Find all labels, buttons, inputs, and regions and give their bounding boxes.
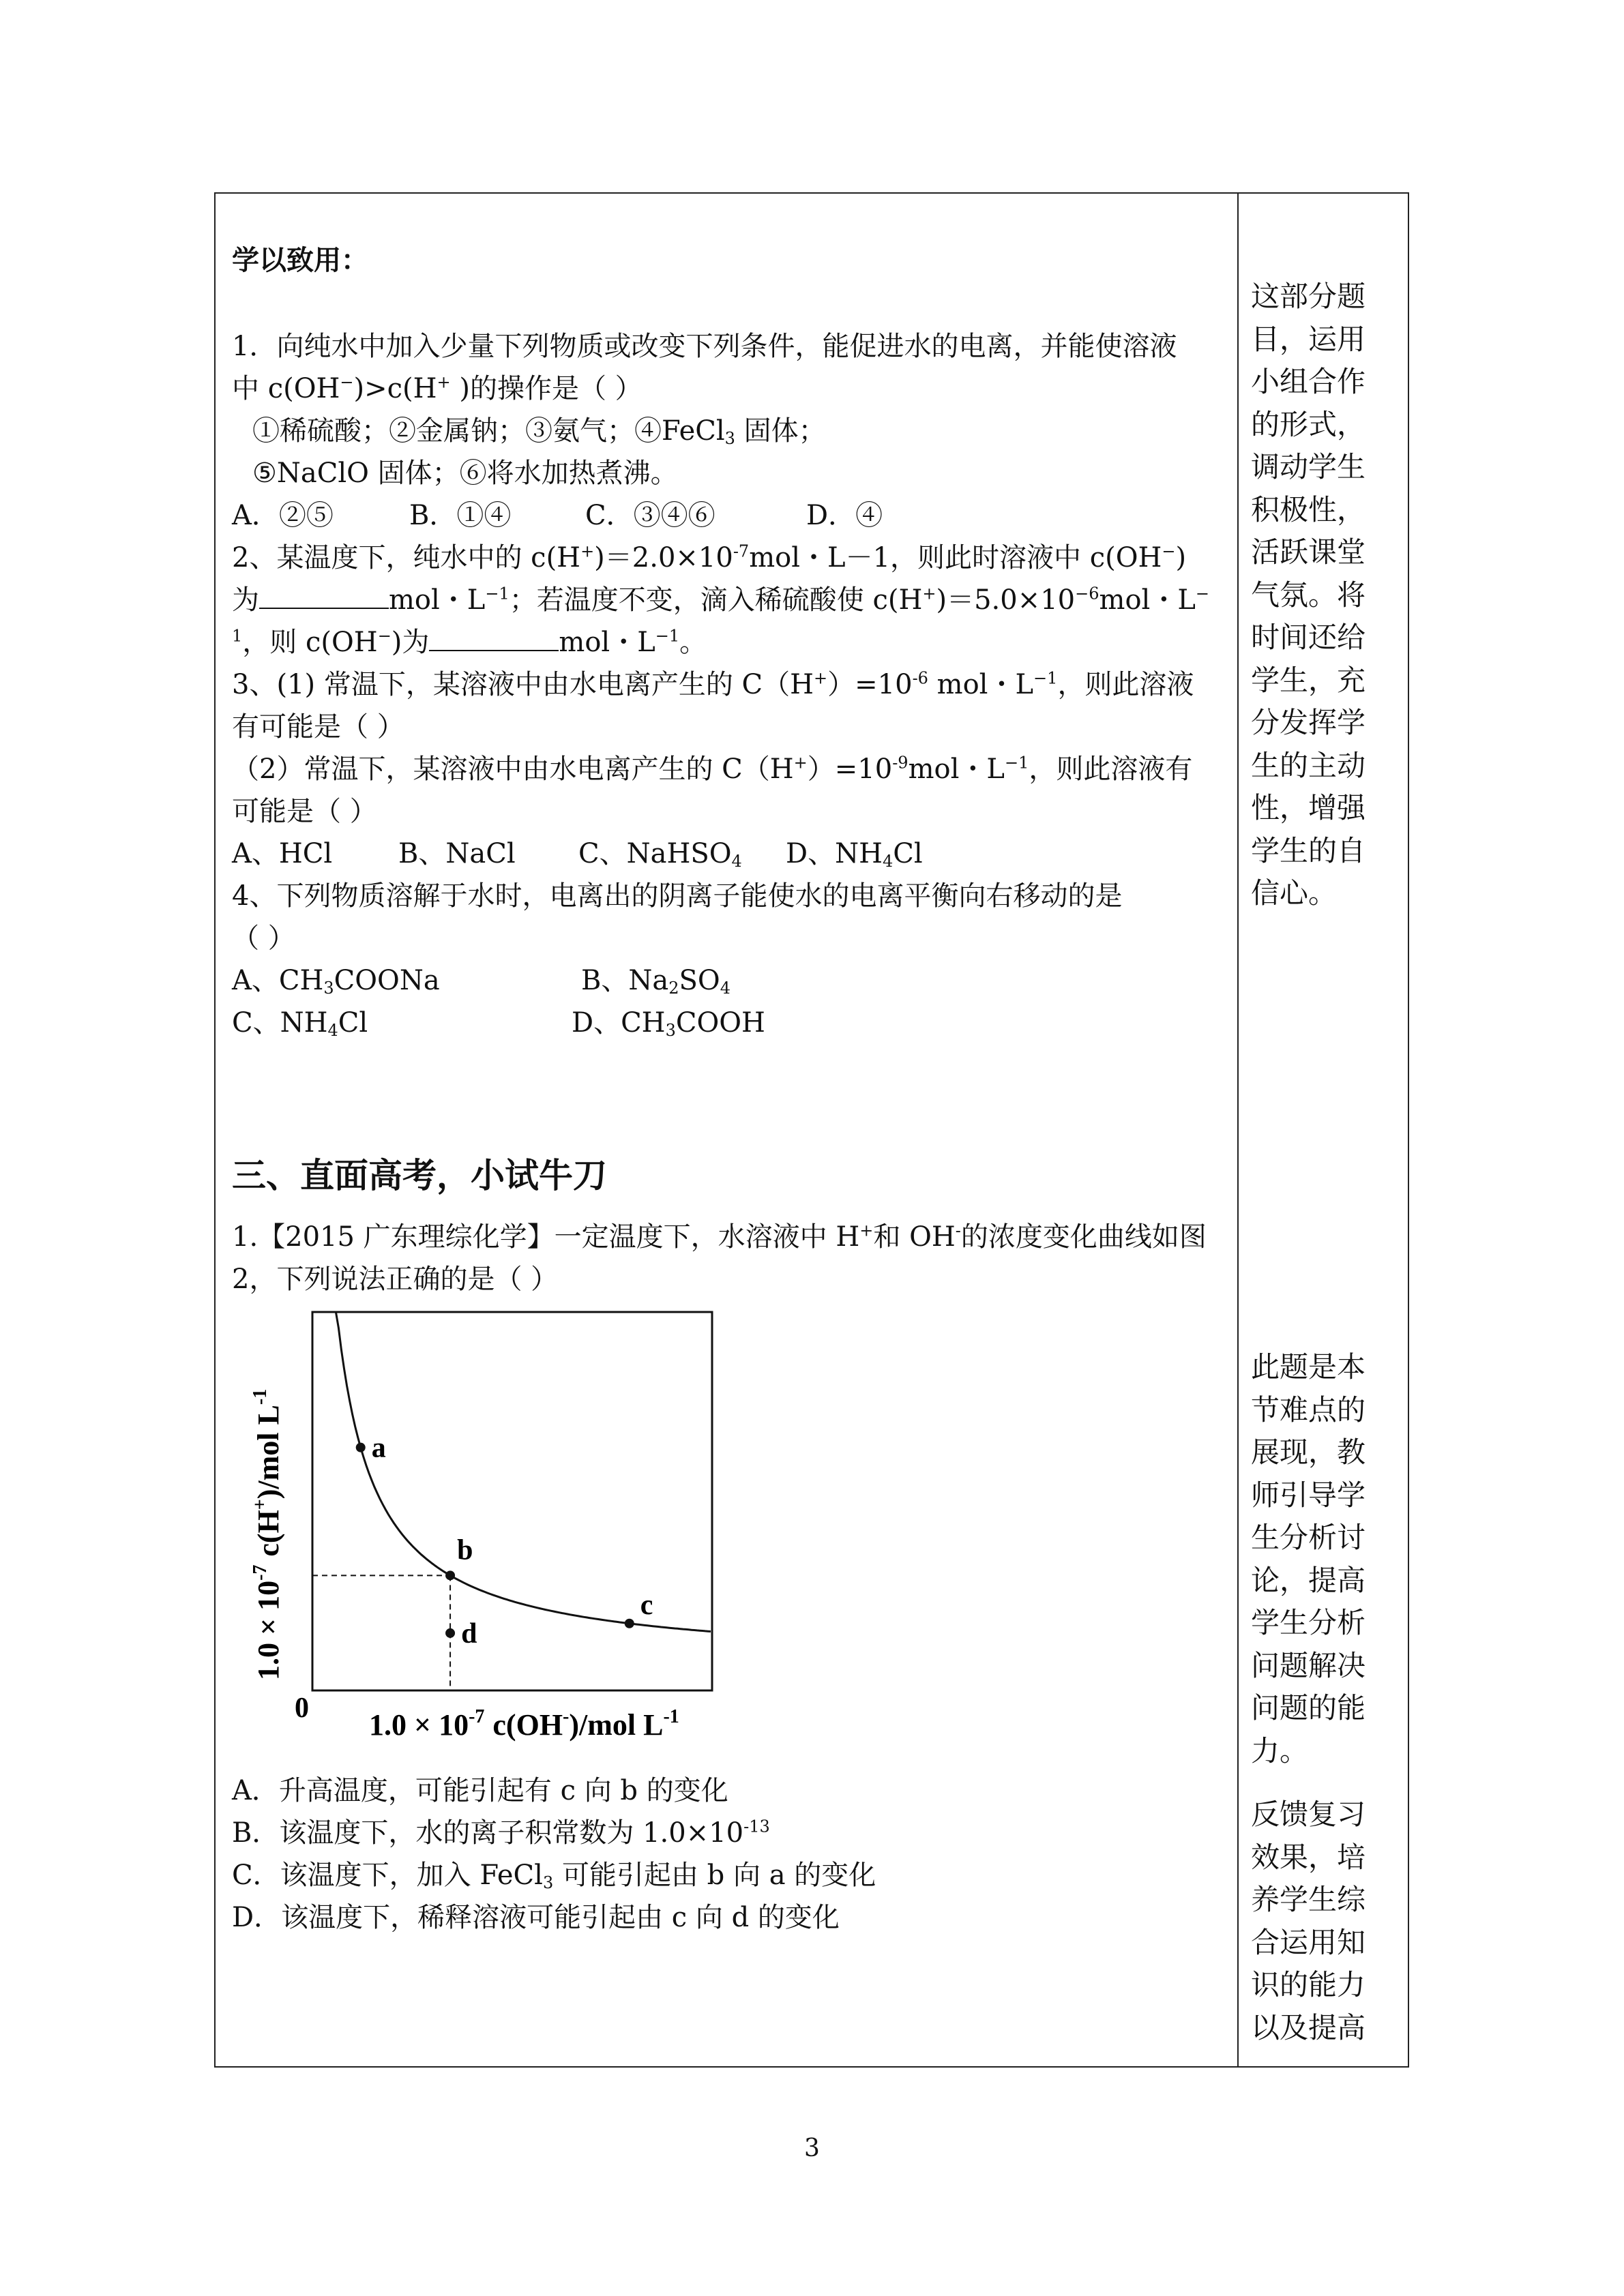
note-line: 师引导学 <box>1251 1478 1366 1512</box>
q3-line3: （2）常温下，某溶液中由水电离产生的 $C(H^+)=10^{-9}mol$・$L^{-1}$，则此溶液有 <box>232 753 1193 785</box>
note-line: 养学生综 <box>1251 1883 1366 1916</box>
teacher-note-1 <box>1251 275 1387 915</box>
q4-line1: 4、下列物质溶解于水时，电离出的阴离子能使水的电离平衡向右移动的是 <box>232 880 1123 912</box>
note-line: 气氛。将 <box>1251 578 1366 612</box>
q3-choice-c: C、NaHSO$_4$ <box>578 838 742 871</box>
q3-line2: 有可能是（ ） <box>232 711 404 743</box>
ion-product-chart <box>229 1298 952 1946</box>
note-line: 学生分析 <box>1251 1606 1366 1639</box>
note-line: 积极性， <box>1251 492 1366 526</box>
x-axis-label: $1.0 \times 10^{-7}$ c(OH-)/mol $L^{-1}$ <box>369 1706 679 1742</box>
q4-choice-c: C、$NH_4Cl$ <box>232 1007 368 1040</box>
point-label-d: d <box>461 1617 477 1650</box>
note-line: 小组合作 <box>1251 365 1366 398</box>
gk-option-c: C．该温度下，加入 FeCl$_3$ 可能引起由 b 向 a 的变化 <box>232 1860 876 1892</box>
q3-choice-b: B、NaCl <box>398 838 516 869</box>
q2-line2: 为 mol・$L^{-1}$；若温度不变，滴入稀硫酸使 $c(H^+)=5.0\times 10^{-6}mol$・L− <box>232 584 1209 616</box>
note-line: 生分析讨 <box>1251 1521 1366 1554</box>
isotherm-curve <box>319 1312 711 1632</box>
q4-choice-d: D、$CH_3COOH$ <box>572 1007 765 1040</box>
point-d <box>445 1628 455 1638</box>
gk-line2: 2，下列说法正确的是（ ） <box>232 1264 559 1295</box>
point-label-a: a <box>371 1432 386 1464</box>
point-c <box>625 1619 634 1628</box>
note-line: 性，增强 <box>1251 791 1366 824</box>
note-line: 目，运用 <box>1251 322 1366 356</box>
q1-choice-d: D．④ <box>806 500 883 531</box>
note-line: 此题是本 <box>1251 1350 1366 1384</box>
gk-option-b: B．该温度下，水的离子积常数为 $1.0\times 10^{-13}$ <box>232 1817 770 1849</box>
note-line: 力。 <box>1251 1733 1309 1768</box>
q1-options1: ①稀硫酸；②金属钠；③氨气；④FeCl$_3$ 固体； <box>252 415 826 448</box>
q2-line3: $^1$，则 c(OH−)为 mol・$L^{-1}$。 <box>232 626 707 658</box>
note-line: 节难点的 <box>1251 1392 1366 1427</box>
note-line: 学生，充 <box>1251 663 1366 697</box>
teacher-note-2 <box>1251 1346 1387 1772</box>
gk-option-a: A．升高温度，可能引起有 c 向 b 的变化 <box>232 1775 728 1806</box>
q2-line1: 2、某温度下，纯水中的 $c(H^+)=2.0\times 10^{-7}mol$・L－1，则此时溶液中 c(OH−) <box>232 541 1187 573</box>
y-axis-label: $1.0 \times 10^{-7}c(H^+)$/mol $L^{-1}$ <box>250 1388 285 1680</box>
note-line: 分发挥学 <box>1251 706 1366 739</box>
note-line: 合运用知 <box>1251 1925 1366 1959</box>
teacher-note-3 <box>1251 1793 1387 2049</box>
section3-title: 三、直面高考，小试牛刀 <box>232 1156 607 1195</box>
q1-choice-c: C．③④⑥ <box>585 500 715 531</box>
note-line: 的形式， <box>1251 407 1366 441</box>
q3-choice-a: A、HCl <box>232 838 333 869</box>
note-line: 学生的自 <box>1251 833 1366 867</box>
q4-choice-a: A、$CH_3COONa$ <box>232 965 440 998</box>
study-heading: 学以致用： <box>232 244 368 276</box>
q1-choice-a: A．②⑤ <box>232 500 334 531</box>
note-line: 以及提高 <box>1251 2010 1366 2044</box>
column-divider <box>1237 194 1239 2066</box>
note-line: 问题的能 <box>1251 1691 1366 1725</box>
lesson-table <box>214 192 1409 2068</box>
note-line: 问题解决 <box>1251 1648 1366 1682</box>
note-line: 这部分题 <box>1251 280 1366 313</box>
point-a <box>356 1443 366 1452</box>
plot-frame <box>312 1312 712 1690</box>
point-label-c: c <box>640 1589 653 1621</box>
note-line: 生的主动 <box>1251 748 1366 782</box>
note-line: 论，提高 <box>1251 1563 1366 1597</box>
answer-blank[interactable] <box>259 583 389 609</box>
note-line: 识的能力 <box>1251 1968 1366 2001</box>
q1-options2: ⑤NaClO 固体；⑥将水加热煮沸。 <box>252 458 678 489</box>
q3-choice-d: D、$NH_4Cl$ <box>786 838 923 871</box>
q3-line1: 3、(1) 常温下，某溶液中由水电离产生的 $C(H^+)=10^{-6}$ mol・$L^{-1}$，则此溶液 <box>232 668 1194 700</box>
gk-option-d: D．该温度下，稀释溶液可能引起由 c 向 d 的变化 <box>232 1902 840 1933</box>
note-line: 效果，培 <box>1251 1840 1366 1874</box>
q1-choice-b: B．①④ <box>409 500 512 531</box>
point-label-b: b <box>457 1534 473 1566</box>
q4-line2: （ ） <box>232 923 295 954</box>
point-b <box>445 1570 455 1580</box>
q4-choice-b: B、$Na_2SO_4$ <box>581 965 731 998</box>
origin-label: 0 <box>295 1693 309 1724</box>
page-number: 3 <box>804 2134 820 2162</box>
q3-line4: 可能是（ ） <box>232 796 377 827</box>
note-line: 活跃课堂 <box>1251 535 1366 569</box>
gk-line1: 1.【2015 广东理综化学】一定温度下，水溶液中 H+和 OH-的浓度变化曲线如图 <box>232 1221 1207 1253</box>
answer-blank[interactable] <box>429 625 559 651</box>
note-line: 信心。 <box>1251 876 1338 910</box>
note-line: 反馈复习 <box>1251 1798 1366 1831</box>
note-line: 时间还给 <box>1251 621 1366 654</box>
note-line: 展现，教 <box>1251 1435 1366 1469</box>
q1-line2: 中 c(OH−)>c(H+ )的操作是（ ） <box>232 372 643 404</box>
note-line: 调动学生 <box>1251 450 1366 483</box>
q1-line1: 1．向纯水中加入少量下列物质或改变下列条件，能促进水的电离，并能使溶液 <box>232 331 1177 362</box>
